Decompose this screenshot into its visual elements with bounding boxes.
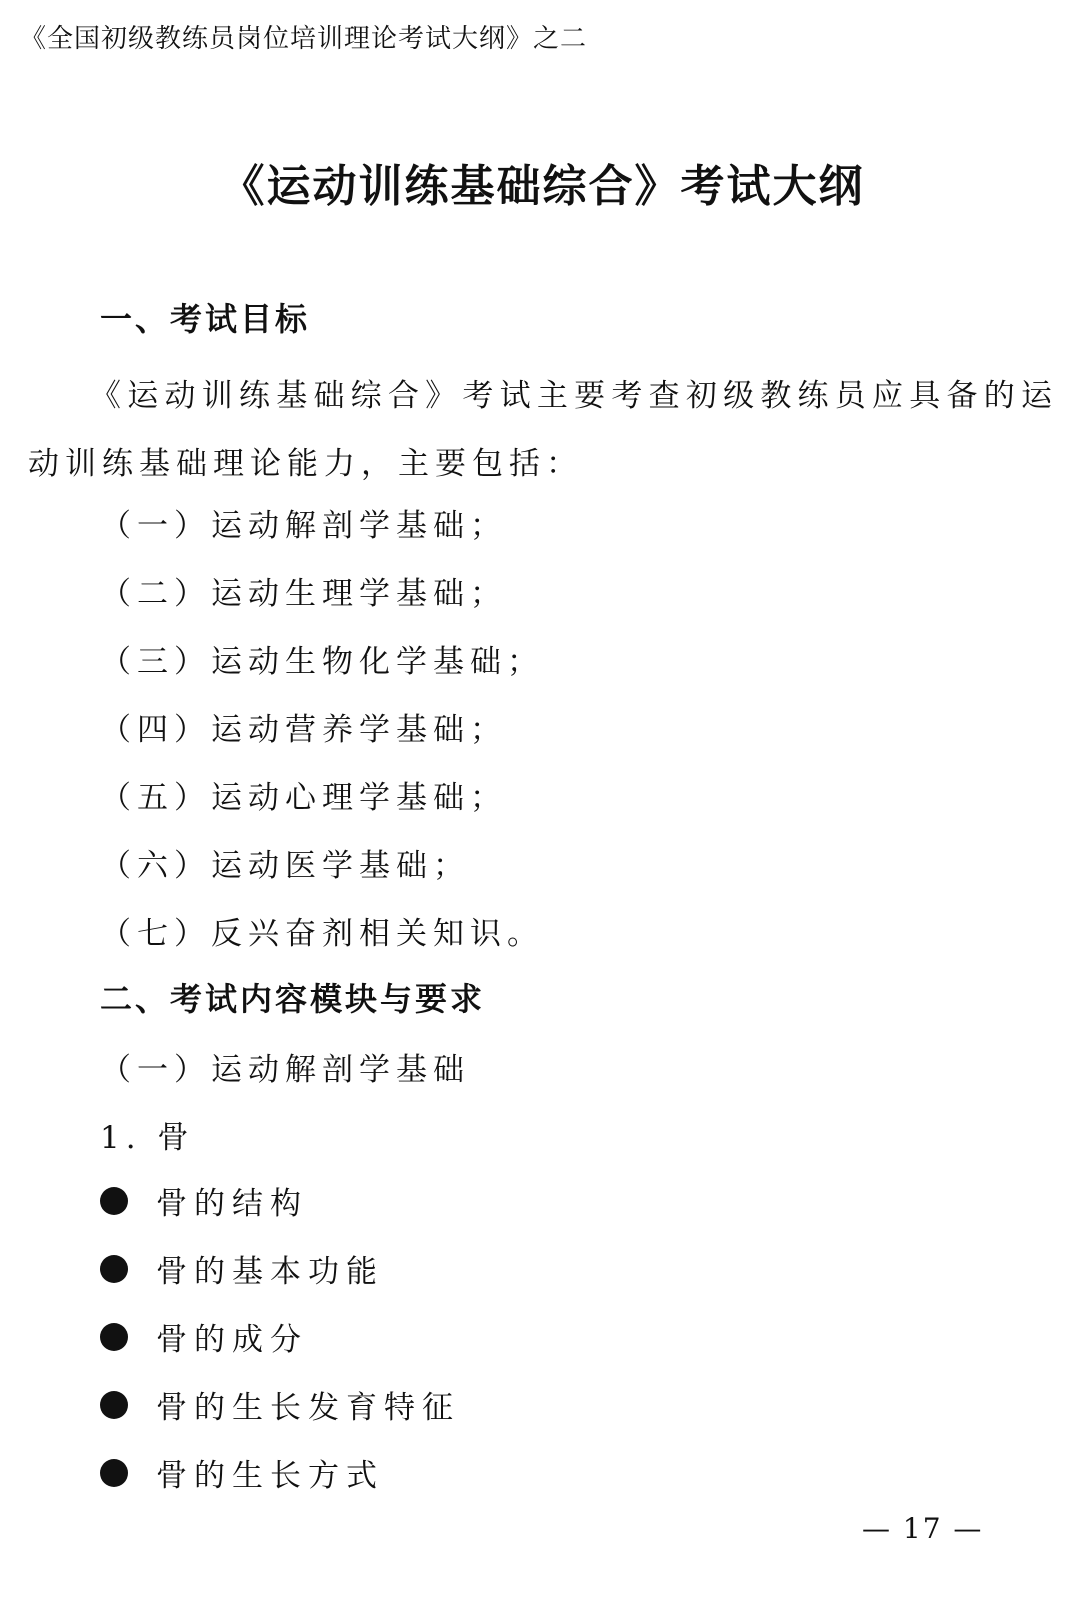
- list-item: [100, 1450, 384, 1495]
- objective-item-6: （六）运动医学基础；: [100, 848, 470, 884]
- bullet-dot-icon: [100, 1323, 128, 1351]
- list-item-text: 骨的结构: [156, 1186, 308, 1222]
- topic-heading: 1. 骨: [100, 1120, 195, 1156]
- objective-item-4: （四）运动营养学基础；: [100, 712, 507, 748]
- objective-item-3: （三）运动生物化学基础；: [100, 644, 544, 680]
- list-item-text: 骨的基本功能: [156, 1254, 384, 1290]
- objective-item-2: （二）运动生理学基础；: [100, 576, 507, 612]
- section-1-intro-paragraph: 《运动训练基础综合》考试主要考查初级教练员应具备的运动训练基础理论能力，主要包括：: [28, 378, 1058, 482]
- objective-item-5: （五）运动心理学基础；: [100, 780, 507, 816]
- list-item-text: 骨的成分: [156, 1322, 308, 1358]
- running-header: 《全国初级教练员岗位培训理论考试大纲》之二: [20, 24, 588, 54]
- document-title: 《运动训练基础综合》考试大纲: [220, 161, 865, 212]
- page-number: — 17 —: [862, 1512, 984, 1545]
- list-item: [100, 1246, 384, 1291]
- objective-item-7: （七）反兴奋剂相关知识。: [100, 916, 544, 952]
- bullet-dot-icon: [100, 1391, 128, 1419]
- list-item-text: 骨的生长发育特征: [156, 1390, 460, 1426]
- list-item: [100, 1314, 308, 1359]
- list-item: [100, 1382, 460, 1427]
- bullet-dot-icon: [100, 1187, 128, 1215]
- section-1-heading: 一、考试目标: [100, 300, 311, 338]
- section-2-heading: 二、考试内容模块与要求: [100, 980, 486, 1018]
- list-item: [100, 1178, 308, 1223]
- objective-item-1: （一）运动解剖学基础；: [100, 508, 507, 544]
- module-subheading: （一）运动解剖学基础: [100, 1052, 470, 1088]
- list-item-text: 骨的生长方式: [156, 1458, 384, 1494]
- bullet-dot-icon: [100, 1255, 128, 1283]
- bullet-dot-icon: [100, 1459, 128, 1487]
